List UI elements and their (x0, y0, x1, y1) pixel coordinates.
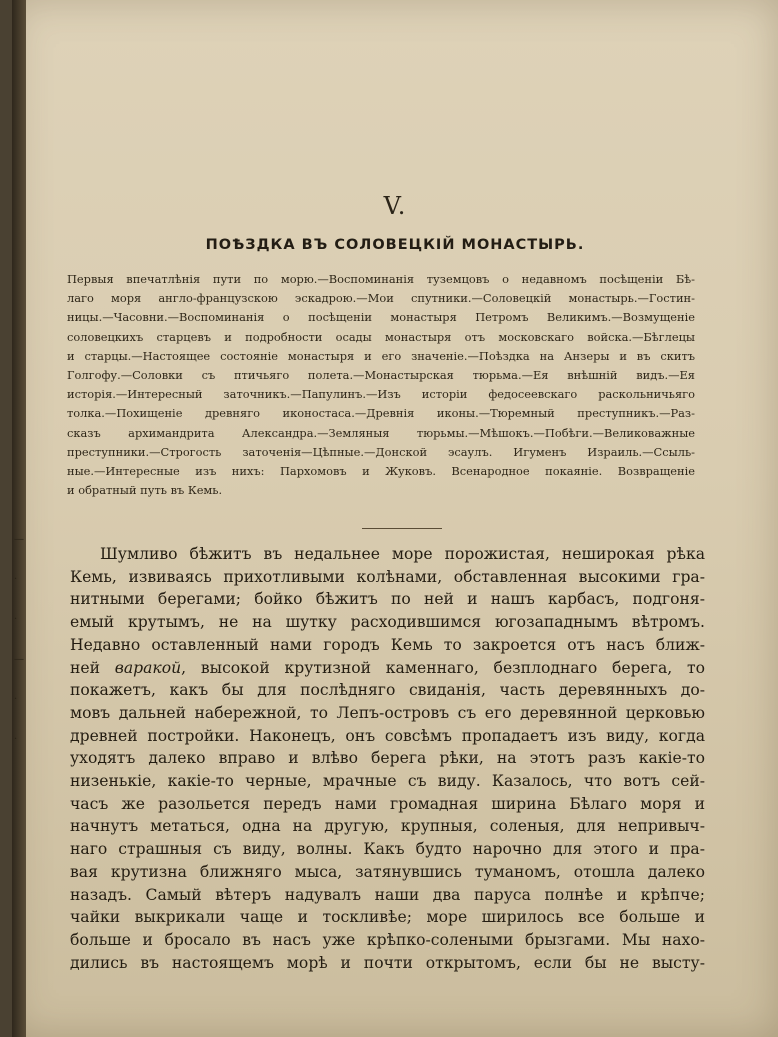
body-line: начнутъ метаться, одна на другую, крупныя, соленыя, для непривыч- (70, 817, 705, 836)
body-line: емый крутымъ, не на шутку расходившимся югозападнымъ вѣтромъ. (70, 613, 705, 632)
section-divider (362, 528, 442, 529)
margin-mark: · (14, 734, 18, 745)
summary-line: ные.—Интересные изъ нихъ: Пархомовъ и Жуковъ. Всенародное покаяніе. Возвращеніе (67, 464, 695, 479)
summary-line: лаго моря англо-французскою эскадрою.—Мои спутники.—Соловецкій монастырь.—Гостин- (67, 291, 695, 306)
body-line: нитными берегами; бойко бѣжитъ по ней и нашъ карбасъ, подгоня- (70, 590, 705, 609)
margin-mark: — (14, 654, 24, 665)
chapter-number: V. (383, 192, 407, 220)
body-line: древней постройки. Наконецъ, онъ совсѣмъ пропадаетъ изъ виду, когда (70, 726, 705, 745)
margin-mark: — (14, 534, 24, 545)
summary-line: преступники.—Строгость заточенія—Цѣпные.—Донской эсаулъ. Игуменъ Израиль.—Ссыль- (67, 444, 695, 459)
body-text (70, 543, 705, 974)
body-line: больше и бросало въ насъ уже крѣпко-солеными брызгами. Мы нахо- (70, 930, 705, 949)
body-line: покажетъ, какъ бы для послѣдняго свиданія, часть деревянныхъ до- (70, 681, 705, 700)
margin-mark: · (14, 614, 18, 625)
body-line: Шумливо бѣжитъ въ недальнее море порожистая, неширокая рѣка (100, 545, 705, 563)
summary-line: соловецкихъ старцевъ и подробности осады монастыря отъ московскаго войска.—Бѣглецы (67, 329, 695, 344)
body-line: дились въ настоящемъ морѣ и почти открытомъ, если бы не высту- (70, 953, 705, 972)
margin-mark: · (14, 694, 18, 705)
body-line: наго страшныя съ виду, волны. Какъ будто нарочно для этого и пра- (70, 840, 705, 859)
summary-line: сказъ архимандрита Александра.—Земляныя тюрьмы.—Мѣшокъ.—Побѣги.—Великоважные (67, 425, 695, 440)
body-line-with-emphasis (70, 657, 705, 680)
chapter-summary (67, 270, 695, 500)
body-line: мовъ дальней набережной, то Лепъ-островъ съ его деревянной церковью (70, 703, 705, 722)
book-page (12, 0, 778, 1037)
summary-line: исторія.—Интересный заточникъ.—Папулинъ.—Изъ исторіи федосеевскаго раскольничьяго (67, 387, 695, 402)
summary-line: и старцы.—Настоящее состояніе монастыря и его значеніе.—Поѣздка на Анзеры и въ скитъ (67, 348, 695, 363)
margin-mark: · (14, 574, 18, 585)
body-line: чайки выкрикали чаще и тоскливѣе; море ширилось все больше и (70, 908, 705, 927)
summary-line: Первыя впечатлѣнія пути по морю.—Воспоминанія туземцовъ о недавномъ посѣщеніи Бѣ- (67, 272, 695, 286)
margin-marks (14, 520, 24, 760)
body-line: низенькіе, какіе-то черные, мрачные съ виду. Казалось, что вотъ сей- (70, 772, 705, 791)
body-line: Недавно оставленный нами городъ Кемь то закроется отъ насъ ближ- (70, 635, 705, 654)
chapter-title: ПОѢЗДКА ВЪ СОЛОВЕЦКІЙ МОНАСТЫРЬ. (205, 237, 585, 253)
summary-line: толка.—Похищеніе древняго иконостаса.—Древнія иконы.—Тюремный преступникъ.—Раз- (67, 406, 695, 421)
summary-line: ницы.—Часовни.—Воспоминанія о посѣщеніи монастыря Петромъ Великимъ.—Возмущеніе (67, 310, 695, 325)
emphasized-word: варакой (114, 658, 182, 677)
body-line: Кемь, извиваясь прихотливыми колѣнами, обставленная высокими гра- (70, 567, 705, 586)
body-line: часъ же разольется передъ нами громадная ширина Бѣлаго моря и (70, 794, 705, 813)
body-line: вая крутизна ближняго мыса, затянувшись туманомъ, отошла далеко (70, 862, 705, 881)
summary-line: и обратный путь въ Кемь. (67, 483, 223, 498)
summary-line: Голгофу.—Соловки съ птичьяго полета.—Монастырская тюрьма.—Ея внѣшній видъ.—Ея (67, 368, 695, 383)
book-binding (12, 0, 26, 1037)
body-line: уходятъ далеко вправо и влѣво берега рѣки, на этотъ разъ какіе-то (70, 749, 705, 768)
body-line: назадъ. Самый вѣтеръ надувалъ наши два паруса полнѣе и крѣпче; (70, 885, 705, 904)
body-fragment: ней (70, 658, 115, 677)
body-fragment: , высокой крутизной каменнаго, безплоднаго берега, то (181, 658, 705, 677)
